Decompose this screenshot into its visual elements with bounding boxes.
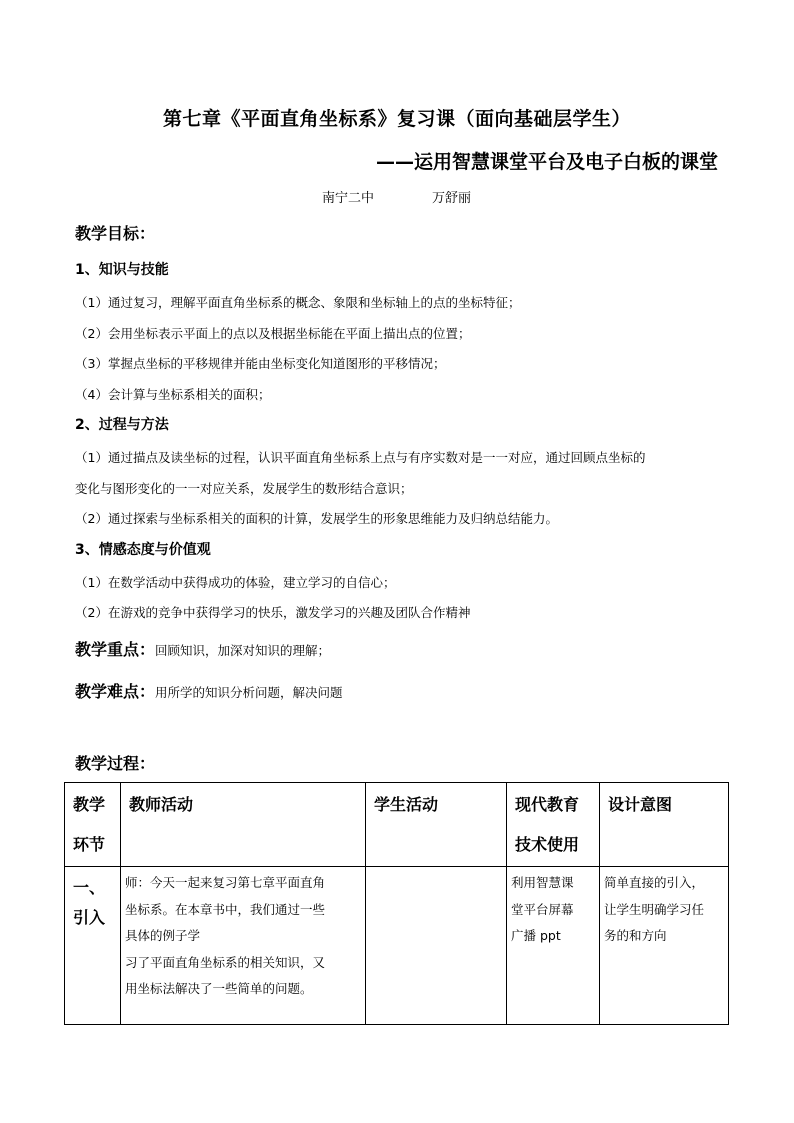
objective-item: （3）掌握点坐标的平移规律并能由坐标变化知道图形的平移情况； <box>75 356 446 371</box>
document-subtitle: ——运用智慧课堂平台及电子白板的课堂 <box>375 151 718 173</box>
objective-item: （2）会用坐标表示平面上的点以及根据坐标能在平面上描出点的位置； <box>75 326 471 341</box>
header-intent: 设计意图 <box>600 783 729 867</box>
objective-item: （1）通过复习，理解平面直角坐标系的概念、象限和坐标轴上的点的坐标特征； <box>75 295 521 310</box>
cell-stage: 一、 引入 <box>65 867 121 1025</box>
objective-item: 变化与图形变化的一一对应关系，发展学生的数形结合意识； <box>75 481 413 496</box>
cell-intent: 简单直接的引入， 让学生明确学习任 务的和方向 <box>600 867 729 1025</box>
objectives-heading: 教学目标： <box>75 224 156 243</box>
author-name: 万舒丽 <box>432 191 472 206</box>
section-process-title: 2、过程与方法 <box>75 417 169 433</box>
cell-tech: 利用智慧课 堂平台屏幕 广播 ppt <box>507 867 600 1025</box>
objective-item: （4）会计算与坐标系相关的面积； <box>75 387 271 402</box>
objective-item: （1）通过描点及读坐标的过程，认识平面直角坐标系上点与有序实数对是一一对应，通过回顾点坐标的 <box>75 450 646 465</box>
process-table <box>64 782 729 1025</box>
author-school: 南宁二中 <box>322 191 375 206</box>
cell-teacher: 师：今天一起来复习第七章平面直角 坐标系。在本章书中，我们通过一些 具体的例子学 习了平面直角坐标系的相关知识，又 用坐标法解决了一些简单的问题。 <box>121 867 366 1025</box>
key-point-text: 回顾知识，加深对知识的理解； <box>155 643 331 658</box>
key-point <box>75 637 330 660</box>
section-knowledge-title: 1、知识与技能 <box>75 262 169 278</box>
objective-item: （2）通过探索与坐标系相关的面积的计算，发展学生的形象思维能力及归纳总结能力。 <box>75 511 558 526</box>
objective-item: （1）在数学活动中获得成功的体验，建立学习的自信心； <box>75 575 396 590</box>
table-row <box>65 867 729 1025</box>
key-point-label: 教学重点： <box>75 640 156 659</box>
process-heading: 教学过程： <box>75 754 156 773</box>
difficulty-label: 教学难点： <box>75 682 156 701</box>
header-student: 学生活动 <box>366 783 507 867</box>
header-stage: 教学 环节 <box>65 783 121 867</box>
difficulty-text: 用所学的知识分析问题，解决问题 <box>155 685 343 700</box>
document-title: 第七章《平面直角坐标系》复习课（面向基础层学生） <box>162 108 631 130</box>
table-header-row <box>65 783 729 867</box>
cell-student <box>366 867 507 1025</box>
section-attitude-title: 3、情感态度与价值观 <box>75 542 211 558</box>
objective-item: （2）在游戏的竞争中获得学习的快乐，激发学习的兴趣及团队合作精神 <box>75 605 471 620</box>
header-teacher: 教师活动 <box>121 783 366 867</box>
header-tech: 现代教育 技术使用 <box>507 783 600 867</box>
difficulty <box>75 679 343 702</box>
